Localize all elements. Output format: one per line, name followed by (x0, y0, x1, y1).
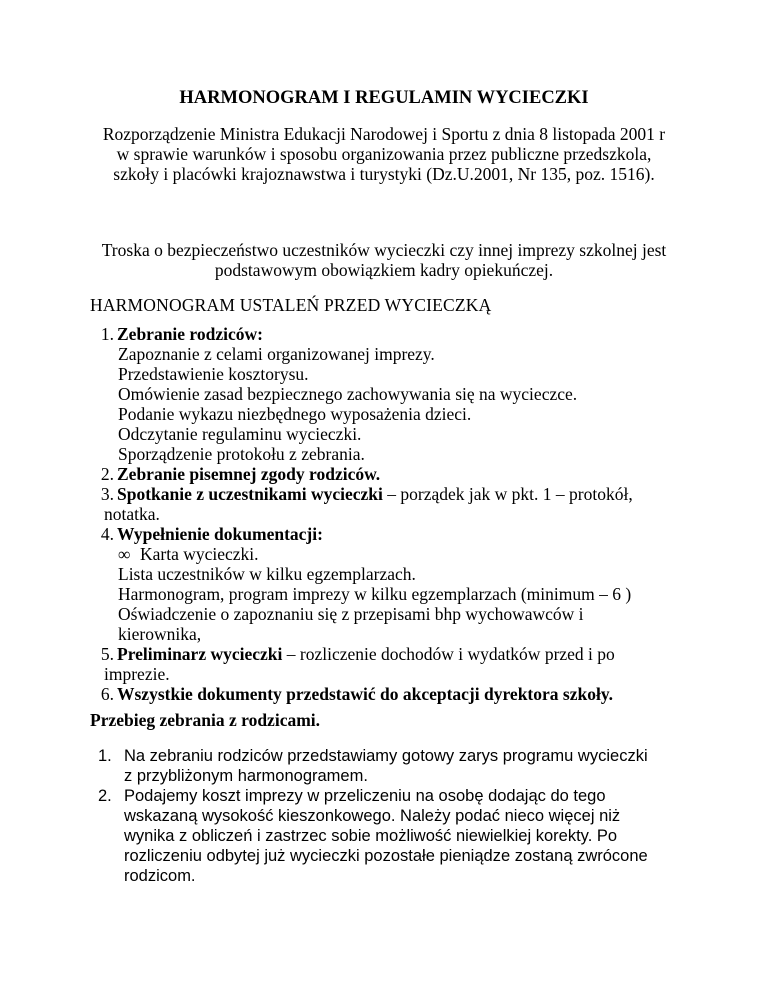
regulation-line: szkoły i placówki krajoznawstwa i turystyki (Dz.U.2001, Nr 135, poz. 1516). (113, 164, 655, 184)
list-item-title: Preliminarz wycieczki (117, 644, 283, 664)
list-item (90, 524, 710, 544)
list-item-title: Zebranie rodziców: (117, 324, 263, 344)
meeting-section-heading: Przebieg zebrania z rodzicami. (90, 710, 321, 730)
list-item (90, 684, 710, 704)
list-item-text: – porządek jak w pkt. 1 – protokół, (382, 484, 633, 504)
regulation-reference (70, 124, 698, 184)
document-title: HARMONOGRAM I REGULAMIN WYCIECZKI (179, 88, 589, 108)
regulation-line: Rozporządzenie Ministra Edukacji Narodowej i Sportu z dnia 8 listopada 2001 r (102, 124, 666, 144)
list-item-number: 4. (100, 524, 114, 544)
harmonogram-list (90, 324, 710, 704)
list-item-number: 2. (98, 787, 112, 805)
sub-item: Zapoznanie z celami organizowanej imprezy. (118, 344, 435, 364)
list-item-continuation: imprezie. (104, 664, 170, 684)
list-item-line: Na zebraniu rodziców przedstawiamy gotowy zarys programu wycieczki (124, 747, 648, 765)
list-item-number: 2. (100, 464, 114, 484)
list-item-number: 1. (98, 747, 112, 765)
list-item (92, 746, 712, 786)
list-item (90, 644, 710, 664)
list-item-number: 5. (100, 644, 114, 664)
list-item-title: Wypełnienie dokumentacji: (117, 524, 323, 544)
list-item-line: Podajemy koszt imprezy w przeliczeniu na osobę dodając do tego (124, 787, 606, 805)
list-item-line: z przybliżonym harmonogramem. (124, 767, 368, 785)
list-item-title: Wszystkie dokumenty przedstawić do akceptacji dyrektora szkoły. (117, 684, 613, 704)
list-item (92, 786, 712, 886)
list-item-line: wynika z obliczeń i zastrzec sobie możliwość niewielkiej korekty. Po (124, 827, 618, 845)
list-item-continuation: notatka. (104, 504, 160, 524)
sub-item: Sporządzenie protokołu z zebrania. (118, 444, 365, 464)
list-item (90, 324, 710, 344)
list-item (90, 484, 710, 504)
bullet-item-text: Karta wycieczki. (140, 544, 259, 564)
sub-item: Podanie wykazu niezbędnego wyposażenia dzieci. (118, 404, 472, 424)
list-item-line: rozliczeniu odbytej już wycieczki pozostałe pieniądze zostaną zwrócone (124, 847, 648, 865)
list-item-number: 1. (100, 324, 114, 344)
list-item-number: 3. (100, 484, 114, 504)
list-item-title: Spotkanie z uczestnikami wycieczki (117, 484, 383, 504)
regulation-line: w sprawie warunków i sposobu organizowania przez publiczne przedszkola, (116, 144, 652, 164)
list-item-title: Zebranie pisemnej zgody rodziców. (117, 464, 381, 484)
sub-item: Przedstawienie kosztorysu. (118, 364, 309, 384)
intro-paragraph (70, 240, 698, 280)
meeting-list (92, 746, 712, 886)
list-item-text: – rozliczenie dochodów i wydatków przed i po (282, 644, 615, 664)
sub-item: Omówienie zasad bezpiecznego zachowywania się na wycieczce. (118, 384, 578, 404)
bullet-item (90, 544, 710, 564)
harmonogram-heading: HARMONOGRAM USTALEŃ PRZED WYCIECZKĄ (90, 295, 492, 315)
sub-item: Odczytanie regulaminu wycieczki. (118, 424, 362, 444)
list-item-number: 6. (100, 684, 114, 704)
list-item (90, 464, 710, 484)
intro-line: podstawowym obowiązkiem kadry opiekuńczej. (214, 260, 554, 280)
sub-item: Lista uczestników w kilku egzemplarzach. (118, 564, 416, 584)
intro-line: Troska o bezpieczeństwo uczestników wycieczki czy innej imprezy szkolnej jest (101, 240, 667, 260)
list-item-line: rodzicom. (124, 867, 196, 885)
sub-item: Oświadczenie o zapoznaniu się z przepisami bhp wychowawców i (118, 604, 584, 624)
list-item-line: wskazaną wysokość kieszonkowego. Należy podać nieco więcej niż (124, 807, 621, 825)
sub-item: Harmonogram, program imprezy w kilku egzemplarzach (minimum – 6 ) (118, 584, 632, 604)
infinity-bullet-icon: ∞ (118, 544, 131, 564)
sub-item: kierownika, (118, 624, 202, 644)
